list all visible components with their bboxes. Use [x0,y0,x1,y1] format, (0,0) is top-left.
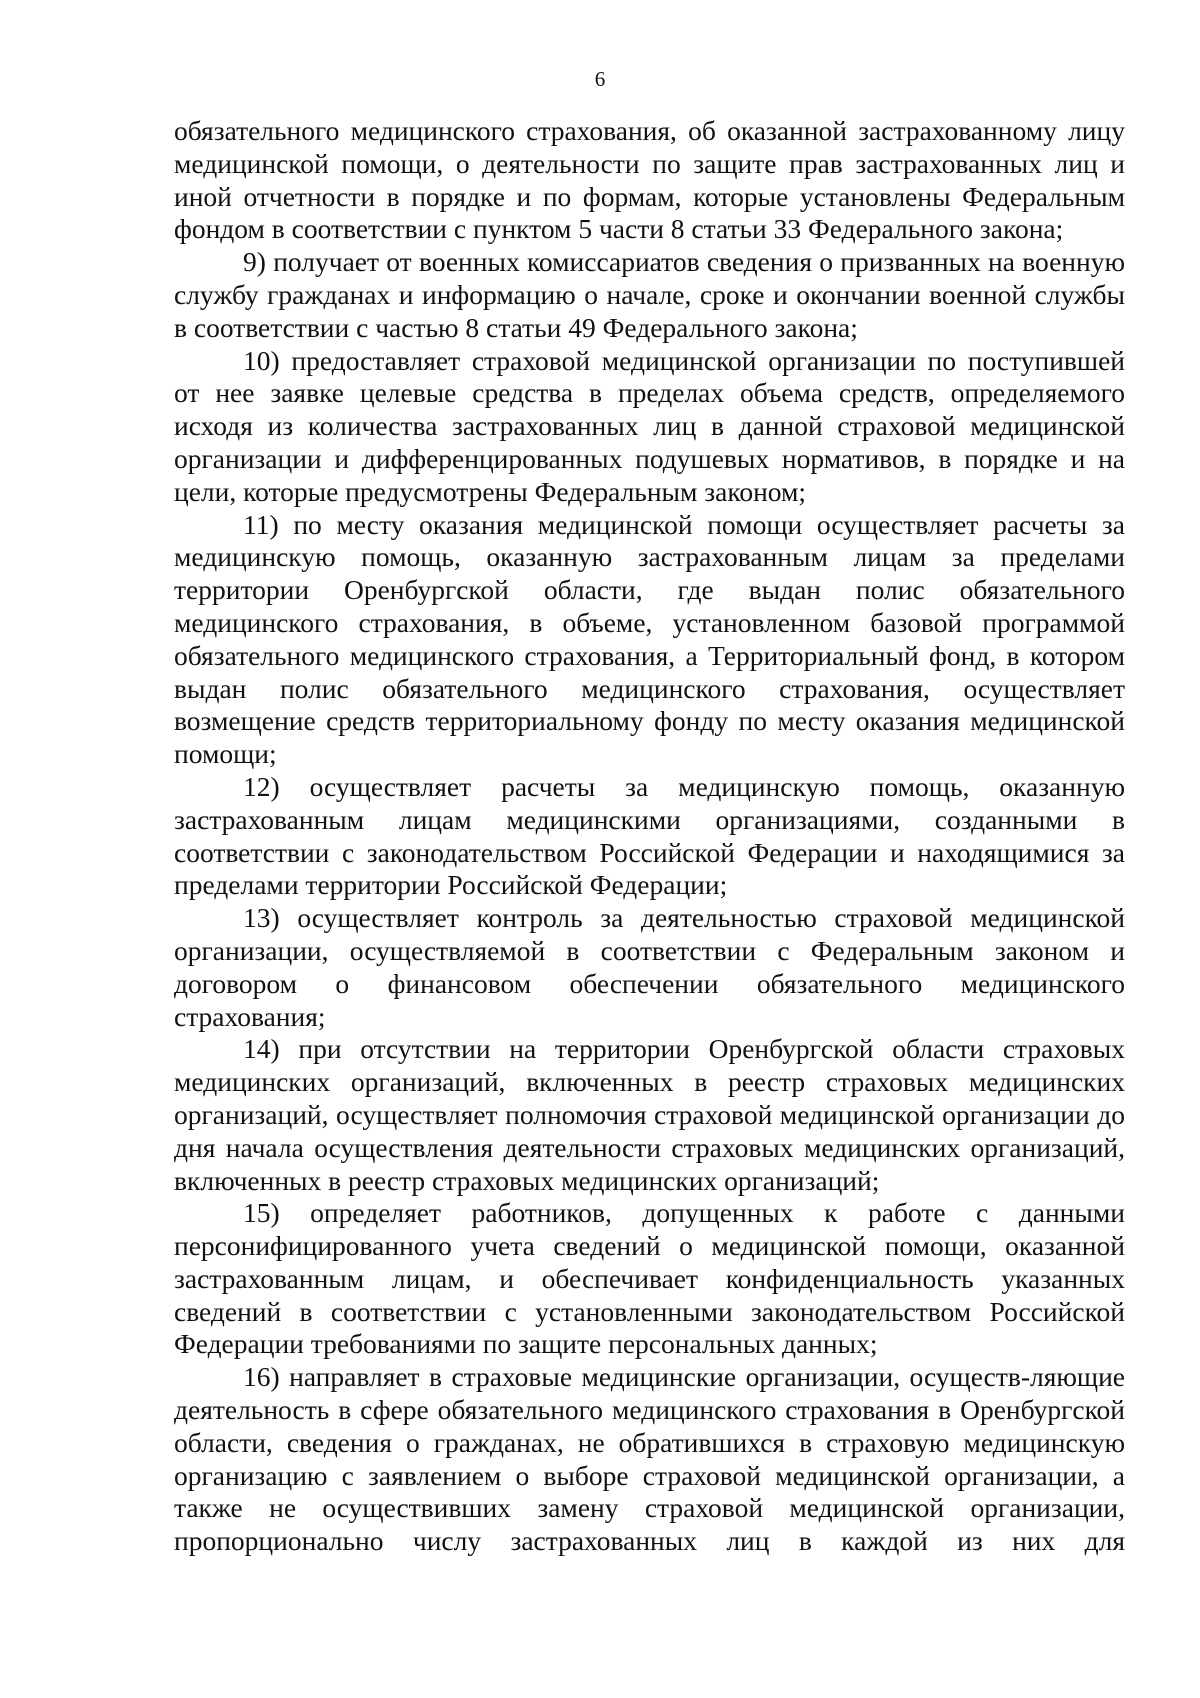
item-text: осуществляет контроль за деятельностью страховой медицинской организации, осуществляемой в соответствии с Федеральным законом и договором о финансовом обеспечении обязательного медицинского страхования; [174,902,1126,1032]
list-item-16 [174,1361,1125,1558]
paragraph-text: обязательного медицинского страхования, об оказанной застрахованному лицу медицинской помощи, о деятельности по защите прав застрахованных лиц и иной отчетности в порядке и по формам, которые установлены Федеральным фондом в соответствии с пунктом 5 части 8 статьи 33 Федерального закона; [174,115,1125,245]
page-number: 6 [594,67,606,91]
list-item-15 [174,1197,1125,1361]
item-text: предоставляет страховой медицинской организации по поступившей от нее заявке целевые средства в пределах объема средств, определяемого исходя из количества застрахованных лиц в данной страховой медицинской организации и дифференцированных подушевых нормативов, в порядке и на цели, которые предусмотрены Федеральным законом; [174,344,1126,507]
item-number: 12) [243,770,280,802]
item-text: определяет работников, допущенных к работе с данными персонифицированного учета сведений о медицинской помощи, оказанной застрахованным лицам, и обеспечивает конфиденциальность указанных сведений в соответствии с установленными законодательством Российской Федерации требованиями по защите персональных данных; [174,1197,1125,1360]
list-item-9 [174,246,1125,344]
item-number: 14) [243,1033,280,1065]
item-text: получает от военных комиссариатов сведения о призванных на военную службу гражданах и информацию о начале, сроке и окончании военной службы в соответствии с частью 8 статьи 49 Федерального закона; [174,246,1126,343]
item-number: 11) [243,508,279,540]
list-item-11 [174,509,1125,771]
item-number: 10) [243,344,280,376]
item-text: при отсутствии на территории Оренбургской области страховых медицинских организаций, включенных в реестр страховых медицинских организаций, осуществляет полномочия страховой медицинской организации до дня начала осуществления деятельности страховых медицинских организаций, включенных в реестр страховых медицинских организаций; [174,1033,1126,1196]
item-text: направляет в страховые медицинские организации, осуществ-ляющие деятельность в сфере обязательного медицинского страхования в Оренбургской области, сведения о гражданах, не обратившихся в страховую медицинскую организацию с заявлением о выборе страховой медицинской организации, а также не осуществивших замену страховой медицинской организации, пропорционально числу застрахованных лиц в каждой из них для [174,1361,1126,1557]
document-body [174,115,1125,1558]
item-number: 9) [243,246,266,278]
list-item-12 [174,771,1125,902]
paragraph-continuation [174,115,1125,246]
item-number: 15) [243,1197,280,1229]
list-item-14 [174,1033,1125,1197]
list-item-13 [174,902,1125,1033]
list-item-10 [174,345,1125,509]
item-text: по месту оказания медицинской помощи осуществляет расчеты за медицинскую помощь, оказанную застрахованным лицам за пределами территории Оренбургской области, где выдан полис обязательного медицинского страхования, в объеме, установленном базовой программой обязательного медицинского страхования, а Территориальный фонд, в котором выдан полис обязательного медицинского страхования, осуществляет возмещение средств территориальному фонду по месту оказания медицинской помощи; [174,508,1125,770]
item-number: 16) [243,1361,280,1393]
item-number: 13) [243,902,280,934]
item-text: осуществляет расчеты за медицинскую помощь, оказанную застрахованным лицам медицинскими организациями, созданными в соответствии с законодательством Российской Федерации и находящимися за пределами территории Российской Федерации; [174,770,1125,901]
